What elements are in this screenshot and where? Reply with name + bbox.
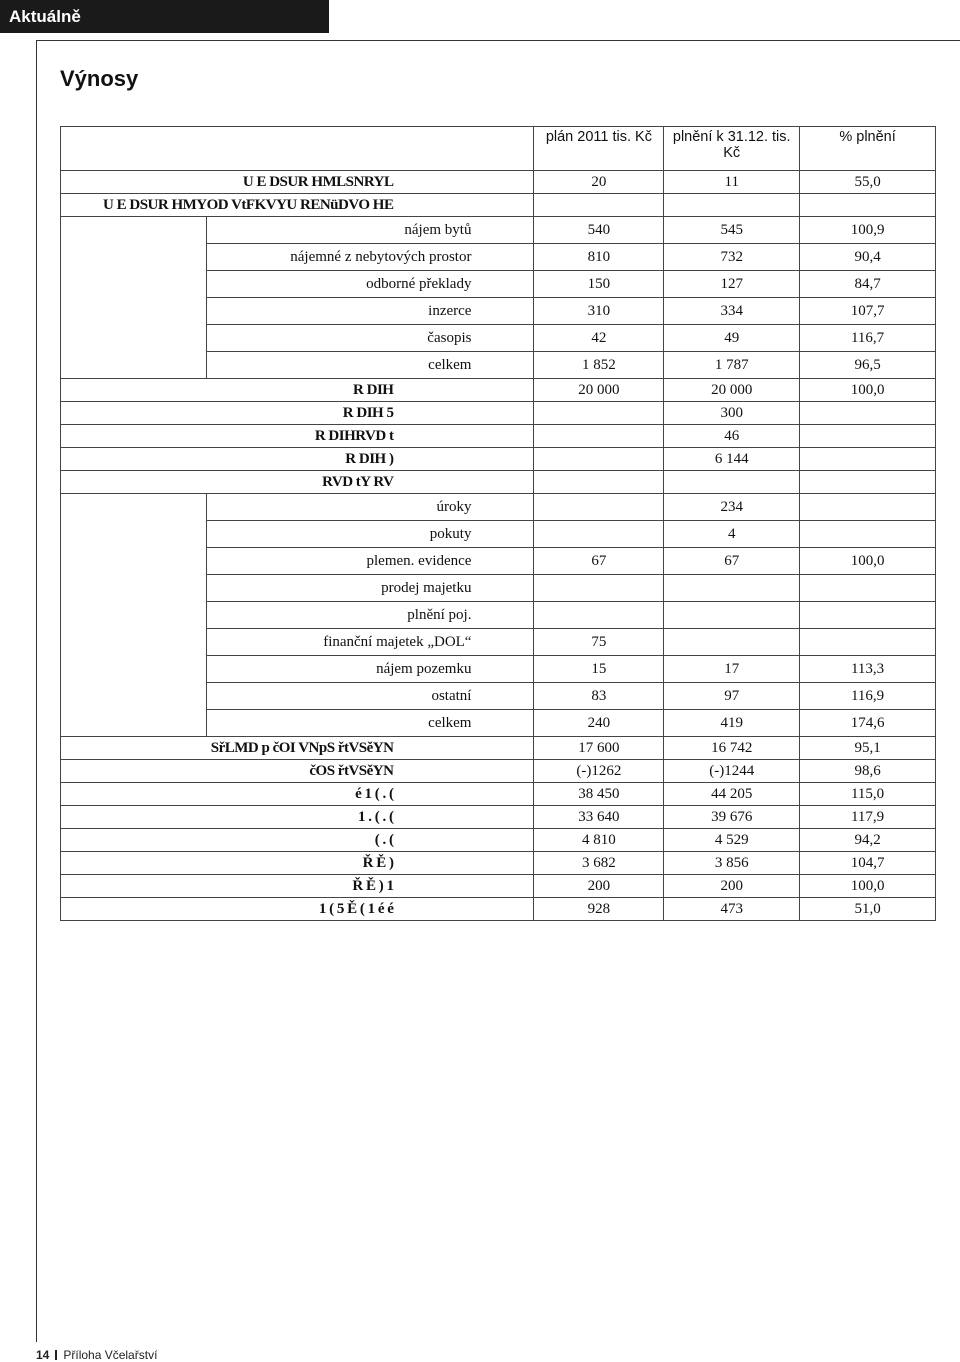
row-real-value: 473 <box>664 898 800 921</box>
table-row <box>61 448 936 471</box>
row-plan-value: 3 682 <box>534 852 664 875</box>
page-title: Výnosy <box>60 66 139 91</box>
row-real-value: 6 144 <box>664 448 800 471</box>
row-plan-value: 928 <box>534 898 664 921</box>
row-plan-value: 33 640 <box>534 806 664 829</box>
header-label-cell <box>61 127 534 171</box>
row-real-value <box>664 194 800 217</box>
row-plan-value: 810 <box>534 244 664 271</box>
table-row <box>61 602 936 629</box>
row-label: 1 ( 5 Ě ( 1 é é <box>61 898 534 921</box>
row-pct-value: 174,6 <box>800 710 936 737</box>
row-label: celkem <box>206 710 534 737</box>
row-label: SřLMD p čOI VNpS řtVSěYN <box>61 737 534 760</box>
row-real-value <box>664 575 800 602</box>
row-label: R DIH ) <box>61 448 534 471</box>
col-header-plan: plán 2011 tis. Kč <box>534 127 664 171</box>
row-plan-value <box>534 575 664 602</box>
table-row <box>61 898 936 921</box>
row-pct-value <box>800 602 936 629</box>
table-row <box>61 494 936 521</box>
row-plan-value: 20 000 <box>534 379 664 402</box>
row-indent-cell <box>61 217 207 244</box>
table-row <box>61 760 936 783</box>
table-row <box>61 656 936 683</box>
row-pct-value: 90,4 <box>800 244 936 271</box>
row-pct-value: 116,9 <box>800 683 936 710</box>
row-real-value: 11 <box>664 171 800 194</box>
row-pct-value <box>800 425 936 448</box>
row-indent-cell <box>61 352 207 379</box>
row-pct-value: 84,7 <box>800 271 936 298</box>
row-plan-value: 240 <box>534 710 664 737</box>
row-real-value: 17 <box>664 656 800 683</box>
row-indent-cell <box>61 271 207 298</box>
row-label: úroky <box>206 494 534 521</box>
row-real-value <box>664 629 800 656</box>
row-label: 1 . ( . ( <box>61 806 534 829</box>
col-header-pct: % plnění <box>800 127 936 171</box>
row-real-value: (-)1244 <box>664 760 800 783</box>
row-label: časopis <box>206 325 534 352</box>
row-real-value: 334 <box>664 298 800 325</box>
row-real-value: 300 <box>664 402 800 425</box>
row-real-value: 46 <box>664 425 800 448</box>
section-label: Aktuálně <box>9 7 81 26</box>
row-label: nájemné z nebytových prostor <box>206 244 534 271</box>
row-indent-cell <box>61 244 207 271</box>
publication-name: Příloha Včelařství <box>63 1348 158 1362</box>
row-label: nájem pozemku <box>206 656 534 683</box>
row-plan-value <box>534 402 664 425</box>
row-label: inzerce <box>206 298 534 325</box>
row-real-value: 732 <box>664 244 800 271</box>
row-label: é 1 ( . ( <box>61 783 534 806</box>
row-indent-cell <box>61 548 207 575</box>
row-indent-cell <box>61 298 207 325</box>
row-indent-cell <box>61 575 207 602</box>
row-real-value: 39 676 <box>664 806 800 829</box>
table-row <box>61 471 936 494</box>
row-plan-value <box>534 448 664 471</box>
row-real-value: 1 787 <box>664 352 800 379</box>
table-row <box>61 298 936 325</box>
row-real-value <box>664 471 800 494</box>
row-real-value: 97 <box>664 683 800 710</box>
row-label: prodej majetku <box>206 575 534 602</box>
row-pct-value: 96,5 <box>800 352 936 379</box>
row-plan-value <box>534 521 664 548</box>
table-header-row <box>61 127 936 171</box>
row-pct-value: 117,9 <box>800 806 936 829</box>
row-pct-value: 100,0 <box>800 379 936 402</box>
row-real-value: 419 <box>664 710 800 737</box>
row-plan-value: 75 <box>534 629 664 656</box>
row-indent-cell <box>61 683 207 710</box>
row-label: R DIHRVD t <box>61 425 534 448</box>
row-real-value: 127 <box>664 271 800 298</box>
row-plan-value: 83 <box>534 683 664 710</box>
row-plan-value: 310 <box>534 298 664 325</box>
row-real-value <box>664 602 800 629</box>
row-indent-cell <box>61 521 207 548</box>
row-real-value: 44 205 <box>664 783 800 806</box>
row-label: finanční majetek „DOL“ <box>206 629 534 656</box>
row-real-value: 49 <box>664 325 800 352</box>
row-label: plnění poj. <box>206 602 534 629</box>
row-pct-value: 55,0 <box>800 171 936 194</box>
table-row <box>61 171 936 194</box>
row-label: ostatní <box>206 683 534 710</box>
row-label: R DIH 5 <box>61 402 534 425</box>
row-plan-value: 17 600 <box>534 737 664 760</box>
row-pct-value: 100,0 <box>800 875 936 898</box>
page-number: 14 <box>36 1348 50 1362</box>
row-pct-value <box>800 521 936 548</box>
row-pct-value: 113,3 <box>800 656 936 683</box>
table-row <box>61 829 936 852</box>
row-pct-value <box>800 629 936 656</box>
table-row <box>61 521 936 548</box>
row-pct-value: 104,7 <box>800 852 936 875</box>
table-row <box>61 217 936 244</box>
row-label: pokuty <box>206 521 534 548</box>
row-pct-value: 100,0 <box>800 548 936 575</box>
row-pct-value: 100,9 <box>800 217 936 244</box>
row-label: RVD tY RV <box>61 471 534 494</box>
row-label: plemen. evidence <box>206 548 534 575</box>
row-real-value: 67 <box>664 548 800 575</box>
row-pct-value <box>800 402 936 425</box>
row-real-value: 16 742 <box>664 737 800 760</box>
table-row <box>61 425 936 448</box>
row-pct-value: 116,7 <box>800 325 936 352</box>
table-row <box>61 806 936 829</box>
row-plan-value: 4 810 <box>534 829 664 852</box>
row-plan-value: 20 <box>534 171 664 194</box>
row-plan-value <box>534 602 664 629</box>
table-row <box>61 379 936 402</box>
table-row <box>61 710 936 737</box>
row-label: U E DSUR HMYOD VtFKVYU RENüDVO HE <box>61 194 534 217</box>
table-row <box>61 629 936 656</box>
row-indent-cell <box>61 494 207 521</box>
row-indent-cell <box>61 629 207 656</box>
col-header-real: plnění k 31.12. tis. Kč <box>664 127 800 171</box>
row-pct-value: 98,6 <box>800 760 936 783</box>
row-label: čOS řtVSěYN <box>61 760 534 783</box>
table-row <box>61 783 936 806</box>
row-label: odborné překlady <box>206 271 534 298</box>
row-label: R DIH <box>61 379 534 402</box>
row-pct-value: 51,0 <box>800 898 936 921</box>
row-pct-value: 95,1 <box>800 737 936 760</box>
row-real-value: 3 856 <box>664 852 800 875</box>
row-pct-value <box>800 575 936 602</box>
table-row <box>61 352 936 379</box>
table-row <box>61 194 936 217</box>
row-pct-value <box>800 471 936 494</box>
section-header-band <box>0 0 329 33</box>
row-label: Ř Ě ) <box>61 852 534 875</box>
row-plan-value: 67 <box>534 548 664 575</box>
row-plan-value: (-)1262 <box>534 760 664 783</box>
row-indent-cell <box>61 602 207 629</box>
row-plan-value: 42 <box>534 325 664 352</box>
row-plan-value <box>534 194 664 217</box>
row-pct-value: 115,0 <box>800 783 936 806</box>
row-plan-value: 38 450 <box>534 783 664 806</box>
row-real-value: 234 <box>664 494 800 521</box>
row-label: nájem bytů <box>206 217 534 244</box>
row-indent-cell <box>61 710 207 737</box>
row-plan-value: 15 <box>534 656 664 683</box>
row-pct-value <box>800 194 936 217</box>
table-row <box>61 683 936 710</box>
row-plan-value <box>534 425 664 448</box>
table-row <box>61 402 936 425</box>
row-real-value: 20 000 <box>664 379 800 402</box>
row-pct-value <box>800 494 936 521</box>
table-row <box>61 271 936 298</box>
footer-separator <box>55 1350 57 1360</box>
table-row <box>61 548 936 575</box>
table-row <box>61 244 936 271</box>
table-row <box>61 575 936 602</box>
row-plan-value <box>534 471 664 494</box>
row-real-value: 4 <box>664 521 800 548</box>
row-label: ( . ( <box>61 829 534 852</box>
row-pct-value <box>800 448 936 471</box>
row-plan-value: 200 <box>534 875 664 898</box>
row-plan-value: 1 852 <box>534 352 664 379</box>
row-real-value: 200 <box>664 875 800 898</box>
table-row <box>61 737 936 760</box>
table-row <box>61 325 936 352</box>
row-label: U E DSUR HMLSNRYL <box>61 171 534 194</box>
row-label: Ř Ě ) 1 <box>61 875 534 898</box>
row-indent-cell <box>61 656 207 683</box>
row-plan-value <box>534 494 664 521</box>
table-row <box>61 875 936 898</box>
row-pct-value: 107,7 <box>800 298 936 325</box>
row-label: celkem <box>206 352 534 379</box>
row-pct-value: 94,2 <box>800 829 936 852</box>
row-plan-value: 540 <box>534 217 664 244</box>
row-real-value: 4 529 <box>664 829 800 852</box>
row-plan-value: 150 <box>534 271 664 298</box>
row-indent-cell <box>61 325 207 352</box>
page-footer <box>36 1348 157 1362</box>
revenue-table <box>60 126 936 921</box>
row-real-value: 545 <box>664 217 800 244</box>
table-row <box>61 852 936 875</box>
